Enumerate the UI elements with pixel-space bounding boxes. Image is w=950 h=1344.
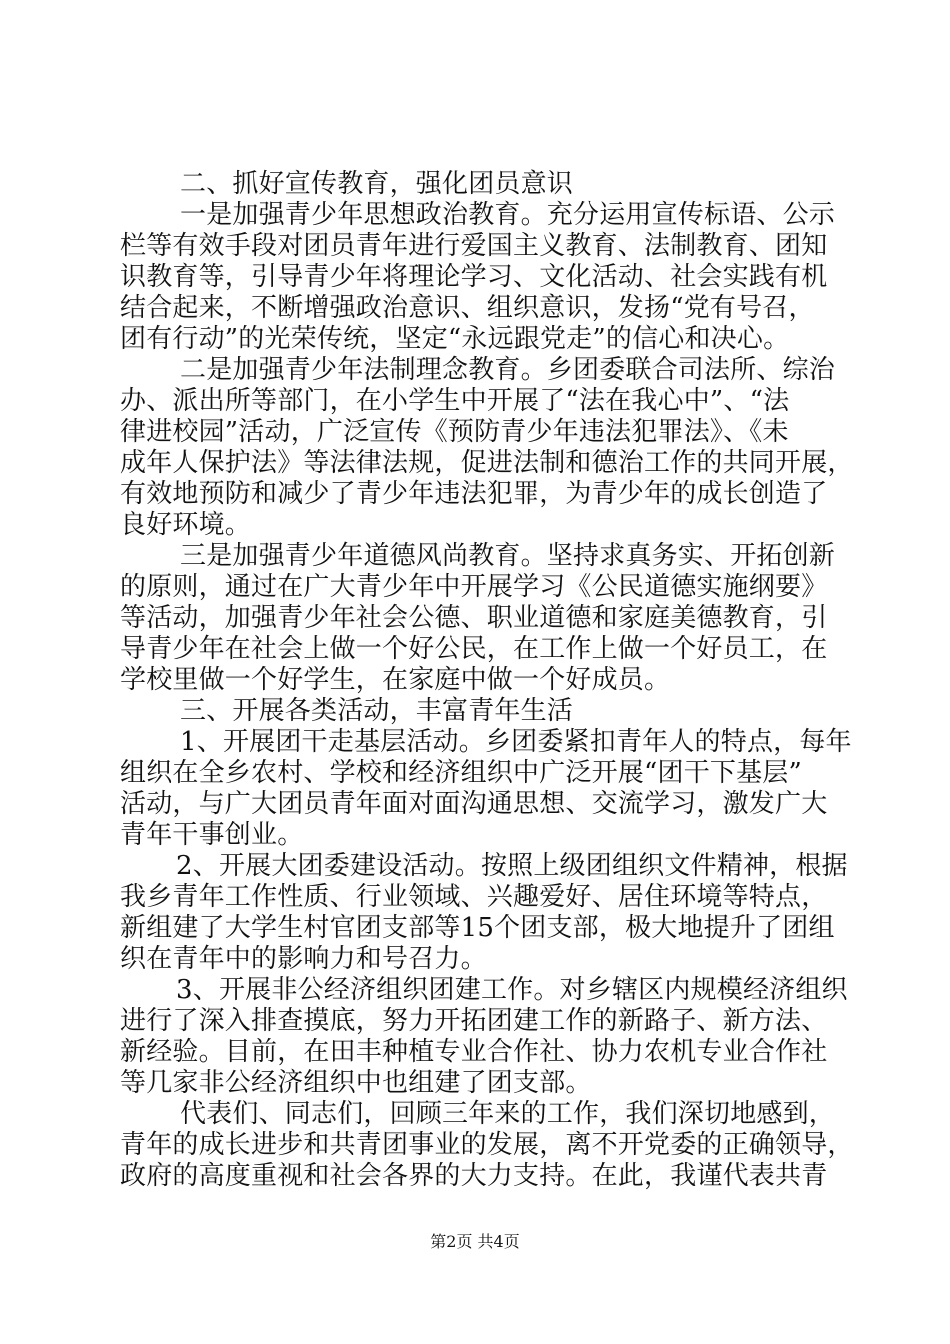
section-heading-2: 二、抓好宣传教育，强化团员意识 bbox=[180, 169, 574, 199]
paragraph-line: 良好环境。 bbox=[120, 510, 252, 540]
paragraph-line: 代表们、同志们，回顾三年来的工作，我们深切地感到， bbox=[180, 1099, 836, 1129]
paragraph-line: 1、开展团干走基层活动。乡团委紧扣青年人的特点，每年 bbox=[180, 727, 852, 757]
paragraph-line: 一是加强青少年思想政治教育。充分运用宣传标语、公示 bbox=[180, 200, 836, 230]
paragraph-line: 成年人保护法》等法律法规，促进法制和德治工作的共同开展， bbox=[120, 448, 854, 478]
paragraph-line: 办、派出所等部门，在小学生中开展了“法在我心中”、“法 bbox=[120, 386, 790, 416]
section-heading-3: 三、开展各类活动，丰富青年生活 bbox=[180, 696, 574, 726]
paragraph-line: 有效地预防和减少了青少年违法犯罪，为青少年的成长创造了 bbox=[120, 479, 828, 509]
paragraph-line: 栏等有效手段对团员青年进行爱国主义教育、法制教育、团知 bbox=[120, 231, 828, 261]
paragraph-line: 政府的高度重视和社会各界的大力支持。在此，我谨代表共青 bbox=[120, 1161, 828, 1191]
paragraph-line: 2、开展大团委建设活动。按照上级团组织文件精神，根据 bbox=[176, 851, 848, 881]
paragraph-line: 结合起来，不断增强政治意识、组织意识，发扬“党有号召， bbox=[120, 293, 815, 323]
paragraph-line: 律进校园”活动，广泛宣传《预防青少年违法犯罪法》、《未 bbox=[120, 417, 789, 447]
paragraph-line: 青年的成长进步和共青团事业的发展，离不开党委的正确领导， bbox=[120, 1130, 854, 1160]
paragraph-line: 新经验。目前，在田丰种植专业合作社、协力农机专业合作社 bbox=[120, 1037, 828, 1067]
paragraph-line: 我乡青年工作性质、行业领域、兴趣爱好、居住环境等特点， bbox=[120, 882, 828, 912]
paragraph-line: 团有行动”的光荣传统，坚定“永远跟党走”的信心和决心。 bbox=[120, 324, 790, 354]
paragraph-line: 新组建了大学生村官团支部等15个团支部，极大地提升了团组 bbox=[120, 913, 835, 943]
paragraph-line: 导青少年在社会上做一个好公民，在工作上做一个好员工，在 bbox=[120, 634, 828, 664]
paragraph-line: 识教育等，引导青少年将理论学习、文化活动、社会实践有机 bbox=[120, 262, 828, 292]
paragraph-line: 学校里做一个好学生，在家庭中做一个好成员。 bbox=[120, 665, 671, 695]
paragraph-line: 组织在全乡农村、学校和经济组织中广泛开展“团干下基层” bbox=[120, 758, 802, 788]
paragraph-line: 三是加强青少年道德风尚教育。坚持求真务实、开拓创新 bbox=[180, 541, 836, 571]
paragraph-line: 织在青年中的影响力和号召力。 bbox=[120, 944, 487, 974]
paragraph-line: 等活动，加强青少年社会公德、职业道德和家庭美德教育，引 bbox=[120, 603, 828, 633]
page-footer: 第2页 共4页 bbox=[430, 1232, 520, 1251]
paragraph-line: 3、开展非公经济组织团建工作。对乡辖区内规模经济组织 bbox=[176, 975, 848, 1005]
paragraph-line: 活动，与广大团员青年面对面沟通思想、交流学习，激发广大 bbox=[120, 789, 828, 819]
paragraph-line: 的原则，通过在广大青少年中开展学习《公民道德实施纲要》 bbox=[120, 572, 828, 602]
paragraph-line: 青年干事创业。 bbox=[120, 820, 304, 850]
paragraph-line: 等几家非公经济组织中也组建了团支部。 bbox=[120, 1068, 592, 1098]
paragraph-line: 进行了深入排查摸底，努力开拓团建工作的新路子、新方法、 bbox=[120, 1006, 828, 1036]
paragraph-line: 二是加强青少年法制理念教育。乡团委联合司法所、综治 bbox=[180, 355, 836, 385]
